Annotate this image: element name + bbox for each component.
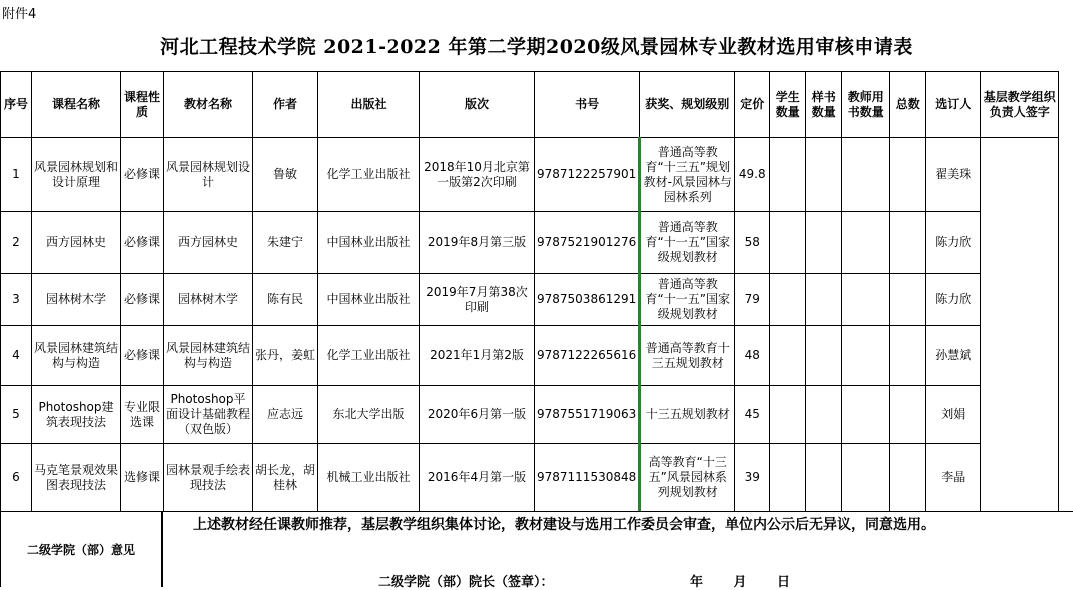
- cell-textbook: Photoshop平面设计基础教程（双色版）: [164, 386, 253, 444]
- cell-students: [770, 444, 806, 512]
- cell-seq: 2: [1, 212, 32, 274]
- cell-price: 45: [735, 386, 770, 444]
- cell-orderer: 陈力欣: [926, 212, 981, 274]
- cell-total: [890, 274, 926, 326]
- opinion-label: 二级学院（部）意见: [0, 511, 162, 587]
- header-award: 获奖、规划级别: [640, 72, 735, 138]
- cell-isbn: 9787551719063: [535, 386, 640, 444]
- cell-textbook: 园林景观手绘表现技法: [164, 444, 253, 512]
- attachment-label: 附件4: [2, 7, 37, 22]
- cell-course: 园林树木学: [32, 274, 121, 326]
- cell-award: 普通高等教育十三五规划教材: [640, 326, 735, 386]
- cell-author: 鲁敏: [253, 138, 318, 212]
- header-samples: 样书数量: [806, 72, 842, 138]
- header-signer: 基层教学组织负责人签字: [981, 72, 1059, 138]
- cell-edition: 2018年10月北京第一版第2次印刷: [420, 138, 535, 212]
- cell-orderer: 翟美珠: [926, 138, 981, 212]
- cell-students: [770, 138, 806, 212]
- cell-nature: 必修课: [121, 212, 164, 274]
- cell-edition: 2016年4月第一版: [420, 444, 535, 512]
- cell-publisher: 东北大学出版: [318, 386, 420, 444]
- cell-students: [770, 274, 806, 326]
- header-edition: 版次: [420, 72, 535, 138]
- cell-award: 高等教育“十三五”风景园林系列规划教材: [640, 444, 735, 512]
- cell-seq: 4: [1, 326, 32, 386]
- table-row: [1, 138, 1059, 212]
- cell-nature: 选修课: [121, 444, 164, 512]
- cell-author: 应志远: [253, 386, 318, 444]
- cell-orderer: 刘娟: [926, 386, 981, 444]
- cell-samples: [806, 138, 842, 212]
- cell-textbook: 园林树木学: [164, 274, 253, 326]
- cell-price: 79: [735, 274, 770, 326]
- header-course: 课程名称: [32, 72, 121, 138]
- cell-author: 张丹，姜虹: [253, 326, 318, 386]
- cell-teachers: [842, 274, 890, 326]
- cell-award: 普通高等教育“十一五”国家级规划教材: [640, 274, 735, 326]
- cell-nature: 必修课: [121, 326, 164, 386]
- cell-students: [770, 386, 806, 444]
- cell-students: [770, 212, 806, 274]
- dean-signature-label: 二级学院（部）院长（签章）：: [378, 575, 554, 590]
- header-price: 定价: [735, 72, 770, 138]
- table-row: [1, 326, 1059, 386]
- document-title: 河北工程技术学院 2021-2022 年第二学期2020级风景园林专业教材选用审核申请表: [160, 36, 913, 58]
- cell-edition: 2019年8月第三版: [420, 212, 535, 274]
- cell-total: [890, 138, 926, 212]
- opinion-section: [0, 511, 1073, 590]
- header-isbn: 书号: [535, 72, 640, 138]
- cell-signer: [981, 138, 1059, 512]
- cell-isbn: 9787111530848: [535, 444, 640, 512]
- date-label: 年 月 日: [690, 575, 791, 590]
- cell-seq: 6: [1, 444, 32, 512]
- cell-textbook: 风景园林建筑结构与构造: [164, 326, 253, 386]
- table-row: [1, 386, 1059, 444]
- cell-publisher: 中国林业出版社: [318, 274, 420, 326]
- cell-course: 西方园林史: [32, 212, 121, 274]
- cell-publisher: 中国林业出版社: [318, 212, 420, 274]
- cell-samples: [806, 212, 842, 274]
- cell-textbook: 风景园林规划设计: [164, 138, 253, 212]
- cell-author: 胡长龙，胡桂林: [253, 444, 318, 512]
- header-author: 作者: [253, 72, 318, 138]
- cell-course: Photoshop建筑表现技法: [32, 386, 121, 444]
- cell-nature: 专业限选课: [121, 386, 164, 444]
- cell-total: [890, 444, 926, 512]
- cell-award: 普通高等教育“十一五”国家级规划教材: [640, 212, 735, 274]
- cell-total: [890, 212, 926, 274]
- cell-price: 48: [735, 326, 770, 386]
- cell-teachers: [842, 386, 890, 444]
- cell-samples: [806, 326, 842, 386]
- cell-teachers: [842, 138, 890, 212]
- cell-teachers: [842, 444, 890, 512]
- cell-author: 陈有民: [253, 274, 318, 326]
- header-seq: 序号: [1, 72, 32, 138]
- header-row: [1, 72, 1059, 138]
- cell-price: 39: [735, 444, 770, 512]
- cell-isbn: 9787122257901: [535, 138, 640, 212]
- cell-edition: 2020年6月第一版: [420, 386, 535, 444]
- cell-orderer: 孙慧斌: [926, 326, 981, 386]
- cell-publisher: 化学工业出版社: [318, 138, 420, 212]
- cell-award: 普通高等教育“十三五”规划教材-风景园林与园林系列: [640, 138, 735, 212]
- cell-seq: 3: [1, 274, 32, 326]
- cell-teachers: [842, 212, 890, 274]
- cell-edition: 2021年1月第2版: [420, 326, 535, 386]
- cell-teachers: [842, 326, 890, 386]
- cell-nature: 必修课: [121, 274, 164, 326]
- header-students: 学生数量: [770, 72, 806, 138]
- opinion-body: [162, 511, 1073, 587]
- cell-orderer: 陈力欣: [926, 274, 981, 326]
- cell-samples: [806, 386, 842, 444]
- cell-students: [770, 326, 806, 386]
- header-nature: 课程性质: [121, 72, 164, 138]
- cell-textbook: 西方园林史: [164, 212, 253, 274]
- cell-course: 风景园林建筑结构与构造: [32, 326, 121, 386]
- opinion-text: 上述教材经任课教师推荐，基层教学组织集体讨论，教材建设与选用工作委员会审查，单位内公示后无异议，同意选用。: [193, 517, 935, 533]
- cell-total: [890, 326, 926, 386]
- cell-nature: 必修课: [121, 138, 164, 212]
- cell-samples: [806, 444, 842, 512]
- header-total: 总数: [890, 72, 926, 138]
- cell-isbn: 9787122265616: [535, 326, 640, 386]
- cell-isbn: 9787503861291: [535, 274, 640, 326]
- table-row: [1, 212, 1059, 274]
- cell-publisher: 化学工业出版社: [318, 326, 420, 386]
- cell-orderer: 李晶: [926, 444, 981, 512]
- cell-edition: 2019年7月第38次印刷: [420, 274, 535, 326]
- cell-price: 49.8: [735, 138, 770, 212]
- cell-course: 马克笔景观效果图表现技法: [32, 444, 121, 512]
- cell-award: 十三五规划教材: [640, 386, 735, 444]
- cell-publisher: 机械工业出版社: [318, 444, 420, 512]
- header-publisher: 出版社: [318, 72, 420, 138]
- cell-samples: [806, 274, 842, 326]
- header-orderer: 选订人: [926, 72, 981, 138]
- table-row: [1, 274, 1059, 326]
- cell-total: [890, 386, 926, 444]
- header-textbook: 教材名称: [164, 72, 253, 138]
- cell-isbn: 9787521901276: [535, 212, 640, 274]
- cell-price: 58: [735, 212, 770, 274]
- cell-course: 风景园林规划和设计原理: [32, 138, 121, 212]
- header-teachers: 教师用书数量: [842, 72, 890, 138]
- textbook-table: [0, 71, 1059, 512]
- cell-seq: 1: [1, 138, 32, 212]
- cell-seq: 5: [1, 386, 32, 444]
- cell-author: 朱建宁: [253, 212, 318, 274]
- table-row: [1, 444, 1059, 512]
